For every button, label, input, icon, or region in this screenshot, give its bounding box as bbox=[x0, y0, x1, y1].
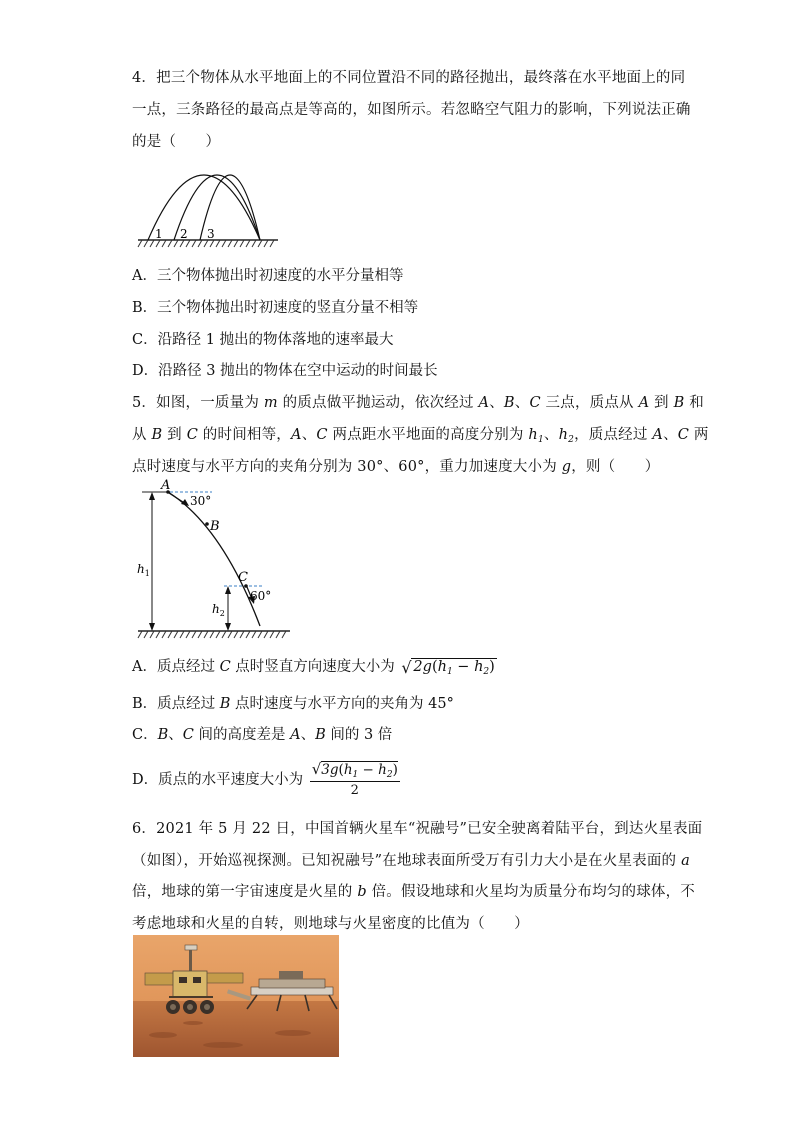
q5-option-b[interactable]: B．质点经过 B 点时速度与水平方向的夹角为 45° bbox=[132, 696, 454, 712]
q4-label-2: 2 bbox=[180, 227, 188, 241]
q5-label-c: C bbox=[238, 570, 248, 585]
q6-stem-line-2: （如图），开始巡视探测。已知祝融号”在地球表面所受万有引力大小是在火星表面的 a bbox=[132, 853, 690, 869]
q5-option-d[interactable]: D．质点的水平速度大小为 $\frac{√3g(h_1 - h_2)}{2}$ bbox=[132, 760, 398, 798]
q5-option-c[interactable]: C．B、C 间的高度差是 A、B 间的 3 倍 bbox=[132, 727, 393, 743]
q5-projectile-figure bbox=[134, 476, 294, 642]
q5-option-d-formula: $\frac{√3g(h_1 - h_2)}{2}$ bbox=[311, 760, 398, 798]
q5-option-a[interactable]: A．质点经过 C 点时竖直方向速度大小为 √ $2g(h_1 - h_2)$ bbox=[132, 658, 495, 677]
q5-stem-line-1: 5．如图，一质量为 m 的质点做平抛运动，依次经过 A、B、C 三点，质点从 A 到 B 和 bbox=[132, 395, 704, 411]
q4-path-1 bbox=[148, 175, 260, 240]
q4-option-b[interactable]: B．三个物体抛出时初速度的竖直分量不相等 bbox=[132, 300, 419, 316]
q5-option-a-formula: √ $2g(h_1 - h_2)$ bbox=[401, 658, 495, 677]
q4-stem-line-3: 的是（ ） bbox=[132, 134, 221, 150]
q5-label-h2: $h_2$ bbox=[212, 602, 225, 618]
q4-option-a[interactable]: A．三个物体抛出时初速度的水平分量相等 bbox=[132, 268, 404, 284]
q6-stem-line-1: 6．2021 年 5 月 22 日，中国首辆火星车“祝融号”已安全驶离着陆平台，到达火星表面 bbox=[132, 821, 703, 837]
q5-stem-line-2: 从 B 到 C 的时间相等，A、C 两点距水平地面的高度分别为 $h_1$、$h_2$，质点经过 A、C 两 bbox=[132, 427, 709, 445]
q4-stem-line-1: 4．把三个物体从水平地面上的不同位置沿不同的路径抛出，最终落在水平地面上的同 bbox=[132, 70, 686, 86]
q5-label-b: B bbox=[210, 519, 220, 534]
q5-label-a: A bbox=[161, 478, 171, 493]
q5-stem-line-3: 点时速度与水平方向的夹角分别为 30°、60°，重力加速度大小为 g，则（ ） bbox=[132, 459, 660, 475]
q5-label-h1: $h_1$ bbox=[137, 562, 150, 578]
mars-rover-photo bbox=[133, 935, 339, 1057]
q4-trajectory-figure bbox=[136, 158, 282, 250]
q4-option-d[interactable]: D．沿路径 3 抛出的物体在空中运动的时间最长 bbox=[132, 363, 438, 379]
q4-label-1: 1 bbox=[155, 227, 163, 241]
q5-angle-60: 60° bbox=[250, 589, 272, 603]
q4-option-c[interactable]: C．沿路径 1 抛出的物体落地的速率最大 bbox=[132, 332, 394, 348]
q6-stem-line-4: 考虑地球和火星的自转，则地球与火星密度的比值为（ ） bbox=[132, 916, 529, 932]
q4-stem-line-2: 一点，三条路径的最高点是等高的，如图所示。若忽略空气阻力的影响，下列说法正确 bbox=[132, 102, 691, 118]
q5-angle-30: 30° bbox=[190, 494, 212, 508]
q6-stem-line-3: 倍，地球的第一宇宙速度是火星的 b 倍。假设地球和火星均为质量分布均匀的球体，不 bbox=[132, 884, 696, 900]
q4-label-3: 3 bbox=[207, 227, 215, 241]
